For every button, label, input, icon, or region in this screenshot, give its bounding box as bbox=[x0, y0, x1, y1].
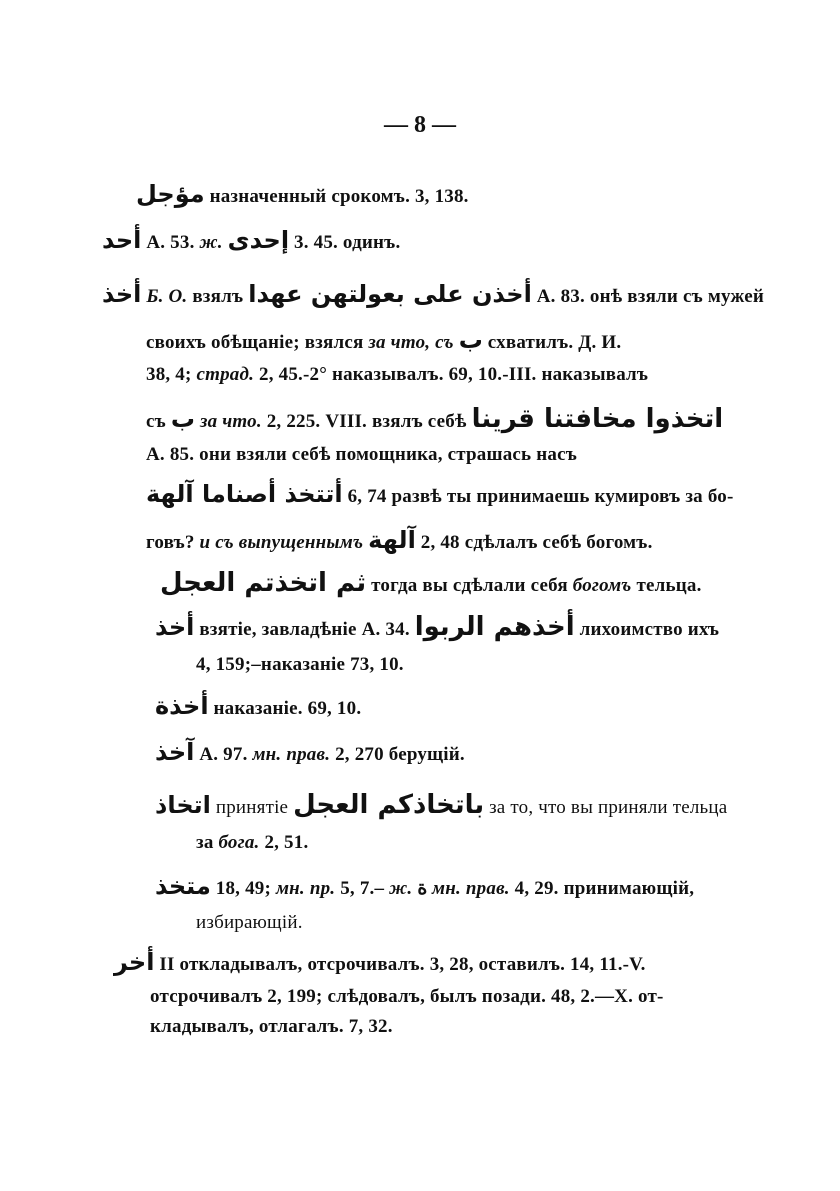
grammar-note: страд. bbox=[196, 364, 255, 385]
definition-text: тогда вы сдѣлали себя bbox=[371, 575, 568, 596]
definition-text: отсрочивалъ 2, 199; слѣдовалъ, былъ позади. 48, 2.—X. от- bbox=[150, 986, 664, 1007]
arabic-quote: أخذن على بعولتهن عهدا bbox=[248, 280, 532, 308]
entry-line-10 bbox=[160, 568, 702, 598]
definition-text: говъ? bbox=[146, 532, 195, 553]
arabic-preposition: ب bbox=[170, 405, 195, 433]
entry-line-14 bbox=[155, 738, 465, 766]
arabic-headword: أخذة bbox=[155, 692, 209, 720]
definition-text: 2, 225. VIII. взялъ себѣ bbox=[266, 411, 467, 432]
arabic-headword: أحد bbox=[102, 226, 142, 254]
entry-line-1 bbox=[136, 180, 469, 208]
definition-text: 2, 48 сдѣлалъ себѣ богомъ. bbox=[420, 532, 653, 553]
definition-text: взялъ bbox=[192, 286, 244, 307]
arabic-headword: آخذ bbox=[155, 738, 195, 766]
arabic-headword: أخذ bbox=[155, 613, 195, 641]
definition-text: А. 53. bbox=[146, 232, 195, 253]
entry-line-15 bbox=[155, 790, 727, 820]
definition-text: 18, 49; bbox=[215, 878, 272, 899]
definition-text: 6, 74 развѣ ты принимаешь кумировъ за бо- bbox=[347, 486, 734, 507]
grammar-note: мн. прав. bbox=[252, 744, 331, 765]
definition-text: съ bbox=[146, 411, 166, 432]
arabic-letter: ة bbox=[417, 878, 428, 899]
arabic-form: إحدى bbox=[227, 226, 290, 254]
definition-text: за то, что вы приняли тельца bbox=[489, 797, 728, 818]
definition-text: взятіе, завладѣніе А. 34. bbox=[199, 619, 410, 640]
grammar-note: мн. пр. bbox=[275, 878, 336, 899]
grammar-note: ж. bbox=[389, 878, 413, 899]
arabic-headword: اتخاذ bbox=[155, 791, 211, 819]
definition-text: 3. 45. одинъ. bbox=[294, 232, 401, 253]
definition-text: избирающій. bbox=[196, 912, 303, 933]
definition-text: назначенный срокомъ. 3, 138. bbox=[209, 186, 469, 207]
entry-line-8 bbox=[146, 480, 734, 508]
definition-text: наказаніе. 69, 10. bbox=[213, 698, 362, 719]
definition-text: 5, 7.– bbox=[340, 878, 385, 899]
definition-text: 2, 270 берущій. bbox=[335, 744, 465, 765]
entry-line-2 bbox=[102, 226, 400, 254]
definition-text: А. 85. они взяли себѣ помощника, страшась насъ bbox=[146, 444, 578, 465]
grammar-note: бога. bbox=[218, 832, 260, 853]
arabic-quote: أتتخذ أصناما آلهة bbox=[146, 480, 343, 508]
grammar-note: и съ выпущеннымъ bbox=[199, 532, 364, 553]
grammar-note: Б. О. bbox=[146, 286, 188, 307]
arabic-preposition: ب bbox=[458, 326, 483, 354]
grammar-note: мн. прав. bbox=[432, 878, 510, 899]
definition-text: тельца. bbox=[636, 575, 702, 596]
grammar-note: за что, съ bbox=[368, 332, 454, 353]
definition-text: 4, 159;–наказаніе 73, 10. bbox=[196, 654, 404, 675]
arabic-quote: اتخذوا مخافتنا قرينا bbox=[471, 404, 724, 434]
grammar-note: богомъ bbox=[572, 575, 632, 596]
entry-line-11 bbox=[155, 612, 719, 642]
definition-text: за bbox=[196, 832, 214, 853]
entry-line-19 bbox=[114, 948, 646, 976]
entry-line-20 bbox=[150, 986, 664, 1008]
entry-line-7 bbox=[146, 444, 577, 466]
definition-text: А. 97. bbox=[199, 744, 248, 765]
arabic-headword: أخر bbox=[114, 948, 155, 976]
arabic-headword: أخذ bbox=[102, 280, 142, 308]
entry-line-9 bbox=[146, 526, 653, 554]
definition-text: А. 83. онѣ взяли съ мужей bbox=[536, 286, 764, 307]
entry-line-17 bbox=[155, 872, 694, 900]
arabic-quote: أخذهم الربوا bbox=[414, 612, 575, 642]
definition-text: II откладывалъ, отсрочивалъ. 3, 28, оставилъ. 14, 11.-V. bbox=[159, 954, 646, 975]
arabic-headword: متخذ bbox=[155, 872, 211, 900]
entry-line-5 bbox=[146, 364, 648, 386]
grammar-note: за что. bbox=[199, 411, 262, 432]
definition-text: 4, 29. принимающій, bbox=[514, 878, 695, 899]
definition-text: кладывалъ, отлагалъ. 7, 32. bbox=[150, 1016, 393, 1037]
entry-line-21 bbox=[150, 1016, 393, 1038]
entry-line-18 bbox=[196, 912, 303, 934]
entry-line-6 bbox=[146, 404, 723, 434]
definition-text: 2, 45.-2° наказывалъ. 69, 10.-III. наказывалъ bbox=[259, 364, 649, 385]
entry-line-3 bbox=[102, 280, 764, 308]
entry-line-12 bbox=[196, 654, 404, 676]
entry-line-4 bbox=[146, 326, 621, 354]
arabic-headword: مؤجل bbox=[136, 180, 205, 208]
grammar-note: ж. bbox=[199, 232, 223, 253]
arabic-quote: باتخاذكم العجل bbox=[293, 790, 485, 820]
definition-text: своихъ обѣщаніе; взялся bbox=[146, 332, 364, 353]
definition-text: лихоимство ихъ bbox=[579, 619, 720, 640]
page-number: — 8 — bbox=[384, 112, 456, 138]
entry-line-13 bbox=[155, 692, 361, 720]
arabic-form: آلهة bbox=[368, 526, 416, 554]
arabic-quote: ثم اتخذتم العجل bbox=[160, 568, 367, 598]
entry-line-16 bbox=[196, 832, 308, 854]
definition-text: принятіе bbox=[215, 797, 289, 818]
definition-text: 2, 51. bbox=[264, 832, 309, 853]
definition-text: 38, 4; bbox=[146, 364, 192, 385]
definition-text: схватилъ. Д. И. bbox=[487, 332, 622, 353]
